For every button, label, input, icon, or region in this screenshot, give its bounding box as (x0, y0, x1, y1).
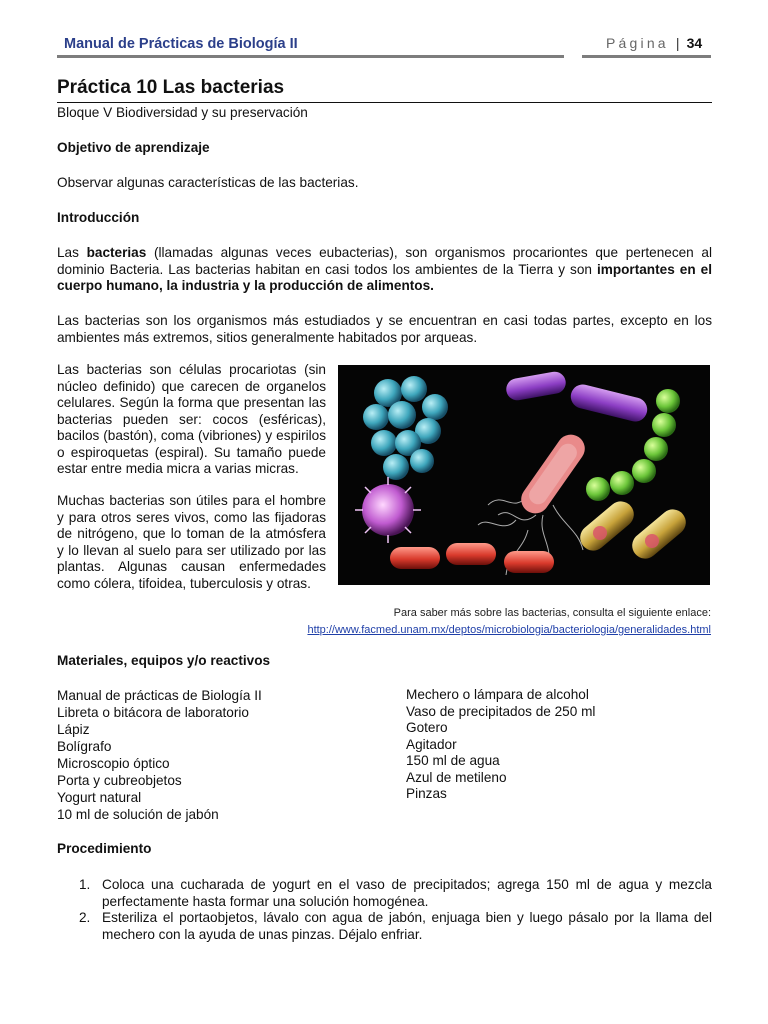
objective-text: Observar algunas características de las bacterias. (57, 175, 359, 190)
material-item: Pinzas (406, 786, 447, 801)
intro-p1-bold-importance: importantes en el cuerpo humano, la industria y la producción de alimentos. (57, 261, 712, 293)
material-item: Yogurt natural (57, 790, 142, 805)
material-item: Gotero (406, 720, 448, 735)
step-text: Coloca una cucharada de yogurt en el vaso de precipitados; agrega 150 ml de agua y mezcla perfectamente hasta formar una solución homogénea. (102, 877, 712, 909)
materials-list-right (406, 687, 595, 803)
material-item: Agitador (406, 736, 457, 752)
materials-heading: Materiales, equipos y/o reactivos (57, 653, 271, 668)
red-bacilli (390, 543, 554, 573)
header-rule-left (57, 55, 564, 58)
bacteria-illustration-svg (338, 365, 710, 585)
material-item: Vaso de precipitados de 250 ml (406, 703, 596, 719)
material-item: Mechero o lámpara de alcohol (406, 687, 589, 702)
header-rule-right (582, 55, 711, 58)
title-rule (57, 102, 712, 103)
page-number: 34 (686, 35, 703, 51)
material-item: 10 ml de solución de jabón (57, 807, 219, 822)
procedure-heading: Procedimiento (57, 841, 152, 856)
material-item: Microscopio óptico (57, 756, 170, 771)
page-indicator (606, 35, 702, 51)
objective-heading: Objetivo de aprendizaje (57, 140, 210, 155)
intro-heading: Introducción (57, 210, 140, 225)
step-text: Esteriliza el portaobjetos, lávalo con agua de jabón, enjuaga bien y luego pásalo por la llama del mechero con la ayuda de unas pinzas. Déjalo enfriar. (102, 910, 712, 942)
bacteria-illustration (338, 365, 710, 585)
procedure-step (57, 877, 712, 910)
intro-paragraph-3: Las bacterias son células procariotas (sin núcleo definido) que carecen de organelos celulares. Según la forma que presentan las bacterias pueden ser: cocos (esféricas), bacilos (bastón), coma (vibriones) y espirilos o espiroquetas (espiral). Su tamaño puede estar entre media micra a varias micras. (57, 362, 326, 476)
intro-paragraph-2: Las bacterias son los organismos más estudiados y se encuentran en casi todas partes, excepto en los ambientes más extremos, sitios generalmente habitados por arqueas. (57, 313, 712, 345)
step-number: 2. (79, 910, 91, 925)
procedure-steps (57, 877, 712, 943)
block-subtitle: Bloque V Biodiversidad y su preservación (57, 105, 308, 120)
purple-bacilli (505, 370, 650, 424)
practice-title: Práctica 10 Las bacterias (57, 77, 285, 98)
step-number: 1. (79, 877, 91, 892)
material-item: Libreta o bitácora de laboratorio (57, 705, 249, 720)
material-item: Porta y cubreobjetos (57, 773, 182, 788)
intro-paragraph-4: Muchas bacterias son útiles para el hombre y para otros seres vivos, como las fijadoras de nitrógeno, que lo toman de la atmósfera y lo llevan al suelo para ser utilizado por las plantas. Algunas causan enfermedades como cólera, tifoidea, tuberculosis y otras. (57, 493, 326, 591)
procedure-step (57, 910, 712, 943)
materials-list-left (57, 687, 262, 823)
material-item: Bolígrafo (57, 739, 112, 754)
manual-title: Manual de Prácticas de Biología II (64, 36, 298, 52)
material-item: 150 ml de agua (406, 753, 500, 768)
intro-p1-text-b: (llamadas algunas veces eubacterias), son organismos procariontes que pertenecen al dominio Bacteria. Las bacterias habitan en casi todos los ambientes de la Tierra y son (57, 245, 712, 277)
spiked-coccus (355, 477, 421, 543)
page-word: Página (606, 35, 669, 51)
reference-link[interactable]: http://www.facmed.unam.mx/deptos/microbiologia/bacteriologia/generalidades.html (307, 624, 711, 636)
material-item: Azul de metileno (406, 769, 507, 785)
cocci-cluster (363, 376, 448, 480)
intro-p1-text-a: Las (57, 245, 87, 260)
material-item: Manual de prácticas de Biología II (57, 688, 262, 703)
material-item: Lápiz (57, 722, 90, 737)
page-separator: | (675, 35, 680, 51)
gold-bacilli (575, 496, 691, 564)
figure-caption: Para saber más sobre las bacterias, consulta el siguiente enlace: (393, 607, 711, 619)
intro-paragraph-1 (57, 245, 712, 295)
intro-p1-bold-bacterias: bacterias (86, 245, 147, 260)
